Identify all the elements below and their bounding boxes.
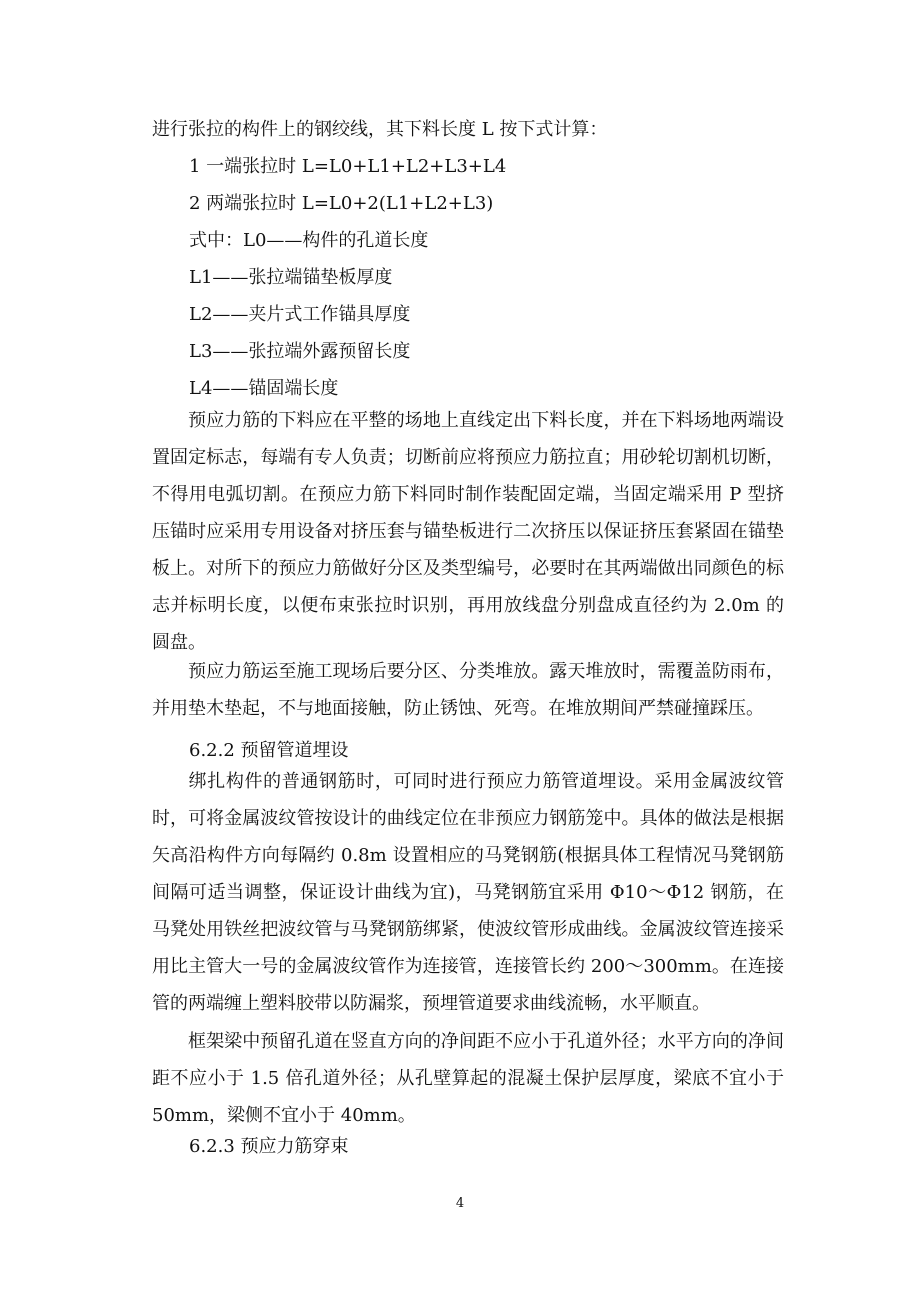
definition-l1: L1——张拉端锚垫板厚度 xyxy=(189,267,393,288)
formula-two-ends: 2 两端张拉时 L=L0+2(L1+L2+L3) xyxy=(189,193,494,214)
definition-l4: L4——锚固端长度 xyxy=(189,378,339,399)
paragraph-storage-text: 预应力筋运至施工现场后要分区、分类堆放。露天堆放时，需覆盖防雨布，并用垫木垫起，不与地面接触，防止锈蚀、死弯。在堆放期间严禁碰撞踩压。 xyxy=(152,661,784,719)
definition-l2: L2——夹片式工作锚具厚度 xyxy=(189,304,411,325)
paragraph-duct xyxy=(152,763,784,1022)
heading-6-2-3: 6.2.3 预应力筋穿束 xyxy=(189,1136,349,1157)
definition-l3: L3——张拉端外露预留长度 xyxy=(189,341,411,362)
formula-one-end: 1 一端张拉时 L=L0+L1+L2+L3+L4 xyxy=(189,156,507,177)
paragraph-spacing xyxy=(152,1023,784,1134)
paragraph-duct-text: 绑扎构件的普通钢筋时，可同时进行预应力筋管道埋设。采用金属波纹管时，可将金属波纹管按设计的曲线定位在非预应力钢筋笼中。具体的做法是根据矢高沿构件方向每隔约 0.8m 设置相应的马凳钢筋(根据具体工程情况马凳钢筋间隔可适当调整，保证设计曲线为宜)，马凳钢筋宜采用 Φ10～Φ12 钢筋，在马凳处用铁丝把波纹管与马凳钢筋绑紧，使波纹管形成曲线。金属波纹管连接采用比主管大一号的金属波纹管作为连接管，连接管长约 200～300mm。在连接管的两端缠上塑料胶带以防漏浆，预埋管道要求曲线流畅，水平顺直。 xyxy=(152,771,784,1014)
heading-6-2-2: 6.2.2 预留管道埋设 xyxy=(189,740,349,761)
intro-line: 进行张拉的构件上的钢绞线，其下料长度 L 按下式计算： xyxy=(152,119,608,140)
page-number: 4 xyxy=(455,1196,465,1211)
paragraph-cutting-text: 预应力筋的下料应在平整的场地上直线定出下料长度，并在下料场地两端设置固定标志，每端有专人负责；切断前应将预应力筋拉直；用砂轮切割机切断，不得用电弧切割。在预应力筋下料同时制作装配固定端，当固定端采用 P 型挤压锚时应采用专用设备对挤压套与锚垫板进行二次挤压以保证挤压套紧固在锚垫板上。对所下的预应力筋做好分区及类型编号，必要时在其两端做出同颜色的标志并标明长度，以便布束张拉时识别，再用放线盘分别盘成直径约为 2.0m 的圆盘。 xyxy=(152,410,784,653)
paragraph-storage xyxy=(152,653,784,727)
paragraph-cutting xyxy=(152,402,784,661)
definition-l0: 式中：L0——构件的孔道长度 xyxy=(189,230,429,251)
paragraph-spacing-text: 框架梁中预留孔道在竖直方向的净间距不应小于孔道外径；水平方向的净间距不应小于 1.5 倍孔道外径；从孔壁算起的混凝土保护层厚度，梁底不宜小于 50mm，梁侧不宜小于 40mm。 xyxy=(152,1031,784,1126)
